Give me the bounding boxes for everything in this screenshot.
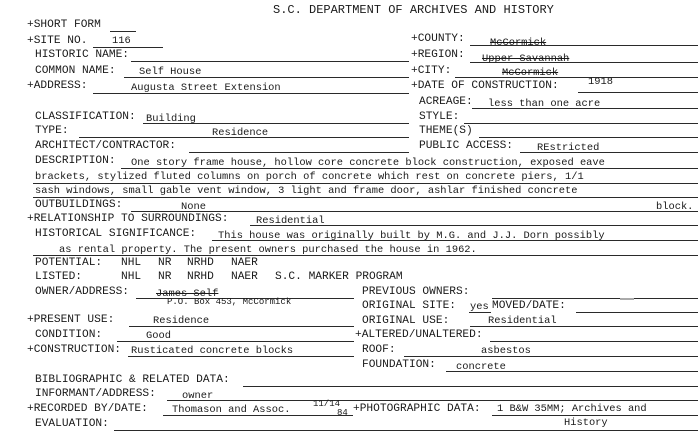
page-title: S.C. DEPARTMENT OF ARCHIVES AND HISTORY xyxy=(273,3,554,17)
listed-nhl: NHL xyxy=(121,271,142,283)
description-line xyxy=(121,168,698,169)
description-line xyxy=(33,183,698,184)
significance-line-2: as rental property. The present owners purchased the house in 1962. xyxy=(59,244,477,256)
description-line-2: brackets, stylized fluted columns on porch of concrete which rest on concrete piers, 1/1 xyxy=(35,171,584,183)
significance-line xyxy=(33,255,698,256)
recorded-date-month: 11/14 xyxy=(313,399,341,409)
type-label: TYPE: xyxy=(35,125,69,137)
bibliographic-label: BIBLIOGRAPHIC & RELATED DATA: xyxy=(35,374,230,386)
address-value: Augusta Street Extension xyxy=(131,82,281,94)
owner-label: OWNER/ADDRESS: xyxy=(35,286,129,298)
photographic-data-line-1: 1 B&W 35MM; Archives and xyxy=(497,403,647,415)
original-site-line xyxy=(469,312,491,313)
previous-owners-line xyxy=(492,298,698,299)
style-line xyxy=(464,123,698,124)
classification-value: Building xyxy=(146,113,196,125)
informant-value: owner xyxy=(182,390,214,402)
description-label: DESCRIPTION: xyxy=(35,155,116,167)
original-use-label: ORIGINAL USE: xyxy=(362,315,450,327)
common-name-value: Self House xyxy=(139,66,202,78)
region-value: Upper Savannah xyxy=(482,53,570,65)
description-line-3: sash windows, small gable vent window, 3 light and frame door, ashlar finished concrete xyxy=(35,185,578,197)
condition-value: Good xyxy=(146,330,171,342)
construction-label: +CONSTRUCTION: xyxy=(27,344,121,356)
photographic-data-line-2: History xyxy=(564,417,608,429)
evaluation-line xyxy=(114,430,698,431)
description-end: block. xyxy=(656,201,694,213)
site-no-line xyxy=(93,47,163,48)
significance-label: HISTORICAL SIGNIFICANCE: xyxy=(35,228,197,240)
original-use-line xyxy=(470,326,698,327)
potential-nr: NR xyxy=(158,257,172,269)
county-value: McCormick xyxy=(490,37,547,49)
acreage-label: ACREAGE: xyxy=(419,96,473,108)
original-site-label: ORIGINAL SITE: xyxy=(362,300,456,312)
address-label: +ADDRESS: xyxy=(27,80,88,92)
acreage-line xyxy=(472,108,698,109)
previous-owners-label: PREVIOUS OWNERS: xyxy=(362,286,470,298)
present-use-line xyxy=(129,326,354,327)
evaluation-label: EVALUATION: xyxy=(35,418,109,430)
relationship-label: +RELATIONSHIP TO SURROUNDINGS: xyxy=(27,213,229,225)
architect-line xyxy=(189,152,409,153)
relationship-line xyxy=(250,225,698,226)
historic-name-line xyxy=(131,61,409,62)
moved-date-label: MOVED/DATE: xyxy=(492,300,566,312)
county-line xyxy=(470,45,698,46)
type-value: Residence xyxy=(212,127,269,139)
type-line xyxy=(79,137,409,138)
scan-speck xyxy=(620,298,634,300)
historic-name-label: HISTORIC NAME: xyxy=(35,49,129,61)
outbuildings-label: OUTBUILDINGS: xyxy=(35,199,123,211)
original-use-value: Residential xyxy=(488,315,557,327)
foundation-value: concrete xyxy=(456,361,506,373)
informant-label: INFORMANT/ADDRESS: xyxy=(35,388,156,400)
city-value: McCormick xyxy=(502,67,559,79)
public-access-label: PUBLIC ACCESS: xyxy=(419,140,513,152)
construction-line xyxy=(128,356,354,357)
public-access-line xyxy=(520,152,698,153)
potential-naer: NAER xyxy=(231,257,258,269)
listed-naer: NAER xyxy=(231,271,258,283)
condition-label: CONDITION: xyxy=(35,329,103,341)
county-label: +COUNTY: xyxy=(411,33,465,45)
recorded-by-value: Thomason and Assoc. xyxy=(172,404,291,416)
potential-label: POTENTIAL: xyxy=(35,257,103,269)
address-line xyxy=(93,93,409,94)
construction-value: Rusticated concrete blocks xyxy=(131,345,294,357)
city-label: +CITY: xyxy=(411,65,452,77)
site-no-value: 116 xyxy=(112,35,131,47)
outbuildings-value: None xyxy=(181,201,206,213)
region-line xyxy=(470,62,698,63)
altered-line xyxy=(490,341,698,342)
recorded-date-year: 84 xyxy=(337,408,348,418)
owner-address: P.O. Box 453, McCormick xyxy=(167,297,292,307)
recorded-by-line xyxy=(163,415,353,416)
short-form-line xyxy=(110,31,136,32)
sc-marker-program: S.C. MARKER PROGRAM xyxy=(275,271,403,283)
foundation-label: FOUNDATION: xyxy=(362,359,436,371)
significance-line-1: This house was originally built by M.G. and J.J. Dorn possibly xyxy=(218,230,605,242)
themes-line xyxy=(479,137,698,138)
roof-line xyxy=(404,356,698,357)
city-line xyxy=(455,77,698,78)
public-access-value: REstricted xyxy=(537,142,600,154)
common-name-line xyxy=(124,77,409,78)
listed-nr: NR xyxy=(158,271,172,283)
potential-nhl: NHL xyxy=(121,257,142,269)
architect-label: ARCHITECT/CONTRACTOR: xyxy=(35,140,176,152)
classification-line xyxy=(143,123,409,124)
region-label: +REGION: xyxy=(411,49,465,61)
date-construction-label: +DATE OF CONSTRUCTION: xyxy=(411,80,559,92)
present-use-label: +PRESENT USE: xyxy=(27,314,115,326)
present-use-value: Residence xyxy=(153,315,210,327)
style-label: STYLE: xyxy=(419,111,460,123)
date-construction-value: 1918 xyxy=(588,76,613,88)
description-line-1: One story frame house, hollow core concrete block construction, exposed eave xyxy=(131,157,605,169)
recorded-by-label: +RECORDED BY/DATE: xyxy=(27,403,148,415)
foundation-line xyxy=(446,371,698,372)
roof-label: ROOF: xyxy=(362,344,396,356)
themes-label: THEME(S) xyxy=(419,125,473,137)
potential-nrhd: NRHD xyxy=(187,257,214,269)
listed-nrhd: NRHD xyxy=(187,271,214,283)
description-line xyxy=(33,197,698,198)
date-construction-line xyxy=(578,92,698,93)
altered-label: +ALTERED/UNALTERED: xyxy=(355,329,483,341)
significance-line xyxy=(212,240,698,241)
photographic-data-label: +PHOTOGRAPHIC DATA: xyxy=(353,403,481,415)
photographic-data-line xyxy=(492,415,698,416)
bibliographic-line xyxy=(243,386,698,387)
short-form-label: +SHORT FORM xyxy=(27,19,101,31)
original-site-value: yes xyxy=(470,301,489,313)
acreage-value: less than one acre xyxy=(488,98,601,110)
roof-value: asbestos xyxy=(481,345,531,357)
classification-label: CLASSIFICATION: xyxy=(35,111,136,123)
informant-line xyxy=(167,400,698,401)
outbuildings-line xyxy=(131,211,698,212)
owner-name: James Self xyxy=(156,288,219,300)
site-no-label: +SITE NO. xyxy=(27,35,88,47)
relationship-value: Residential xyxy=(256,215,325,227)
listed-label: LISTED: xyxy=(35,271,82,283)
moved-date-line xyxy=(576,312,698,313)
condition-line xyxy=(117,341,354,342)
common-name-label: COMMON NAME: xyxy=(35,65,116,77)
